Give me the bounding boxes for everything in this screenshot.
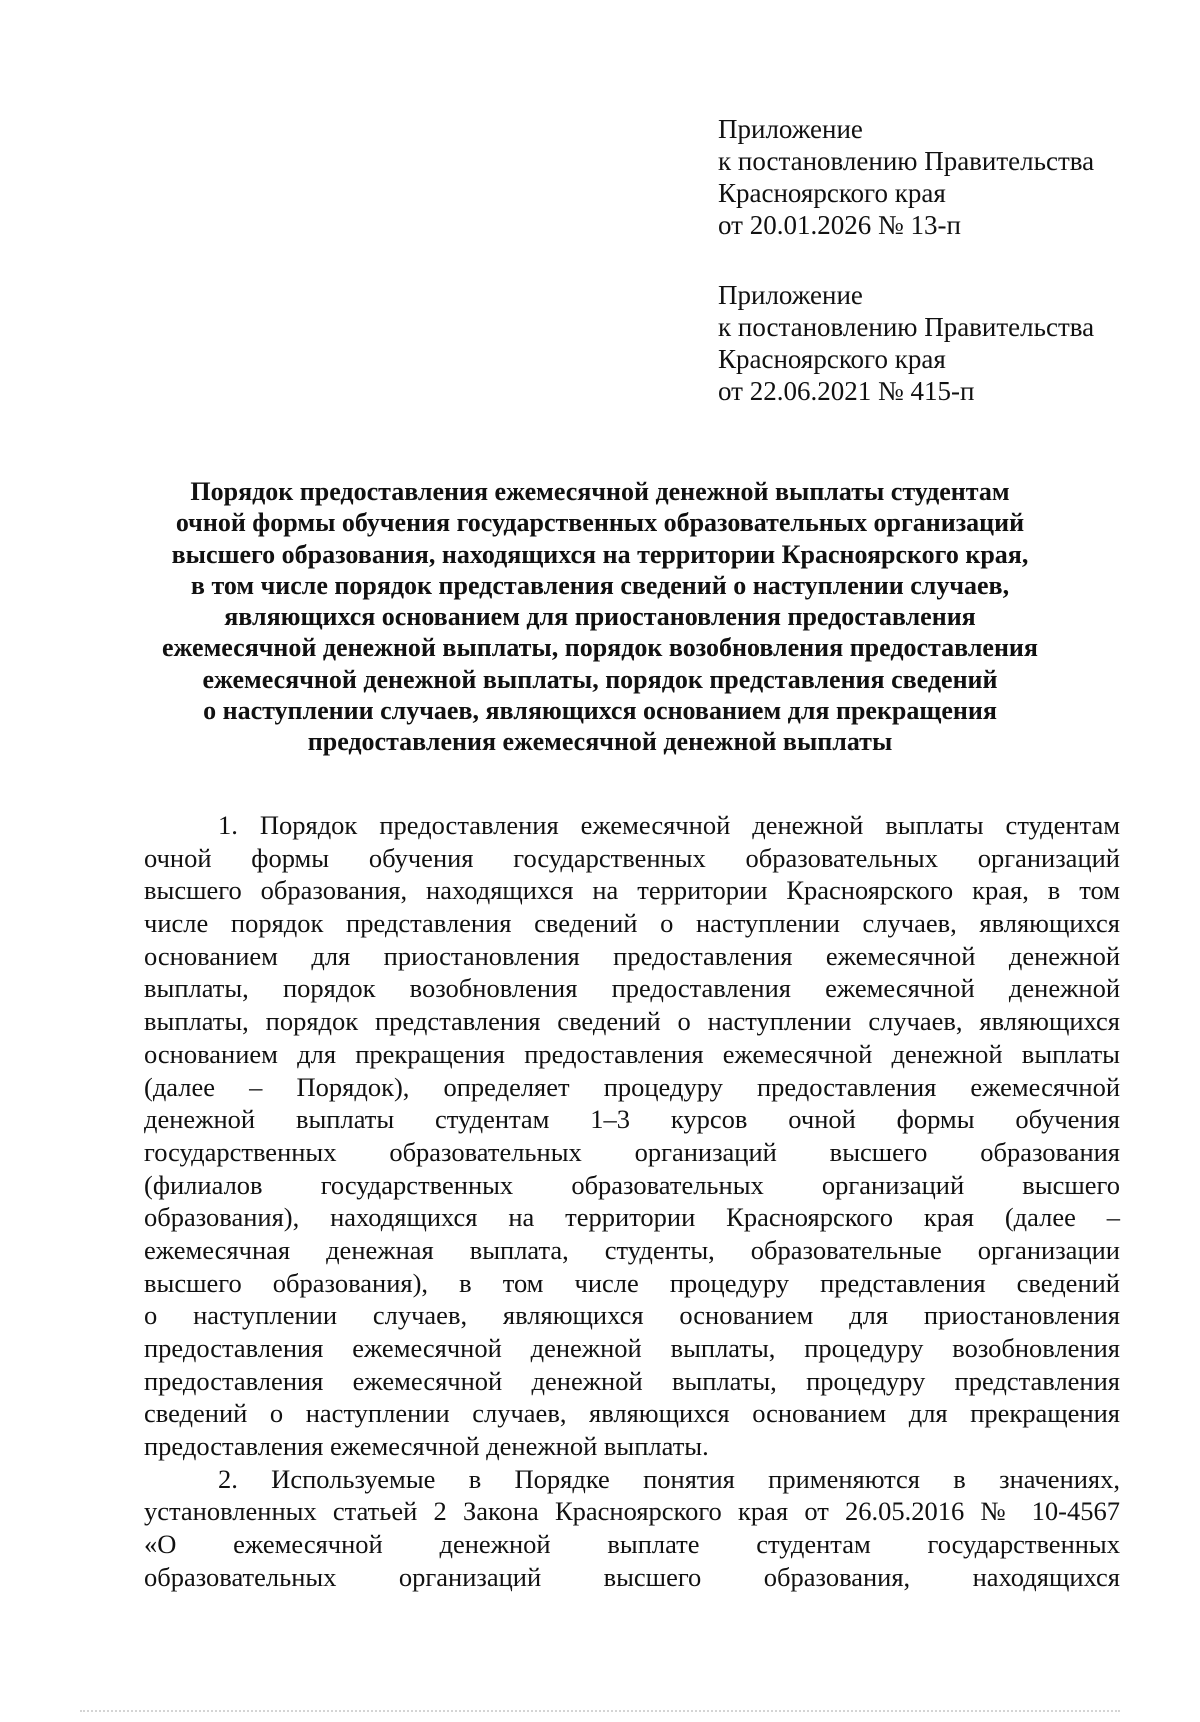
title-line: о наступлении случаев, являющихся основанием для прекращения bbox=[203, 696, 997, 726]
text-line: высшего образования), в том числе процедуру представления сведений bbox=[144, 1267, 1120, 1298]
text-line: выплаты, порядок представления сведений о наступлении случаев, являющихся bbox=[144, 1006, 1120, 1037]
appendix-header-current bbox=[718, 113, 1094, 241]
text-line: предоставления ежемесячной денежной выплаты. bbox=[144, 1431, 709, 1462]
title-line: ежемесячной денежной выплаты, порядок представления сведений bbox=[202, 664, 998, 694]
title-line: Порядок предоставления ежемесячной денежной выплаты студентам bbox=[190, 477, 1010, 506]
text-line: ежемесячная денежная выплата, студенты, образовательные организации bbox=[144, 1234, 1120, 1265]
appendix-line: Красноярского края bbox=[718, 344, 946, 374]
text-line: высшего образования, находящихся на территории Красноярского края, в том bbox=[144, 875, 1120, 906]
text-line: 2. Используемые в Порядке понятия применяются в значениях, bbox=[218, 1463, 1120, 1494]
title-line: в том числе порядок представления сведений о наступлении случаев, bbox=[190, 570, 1010, 600]
text-line: предоставления ежемесячной денежной выплаты, процедуру представления bbox=[144, 1365, 1120, 1396]
text-line: установленных статьей 2 Закона Красноярского края от 26.05.2016 № 10-4567 bbox=[144, 1496, 1120, 1527]
appendix-header-original bbox=[718, 279, 1094, 407]
document-title bbox=[110, 476, 1090, 758]
appendix-line: Приложение bbox=[718, 280, 863, 310]
text-line: (далее – Порядок), определяет процедуру предоставления ежемесячной bbox=[144, 1071, 1120, 1102]
appendix-line: Приложение bbox=[718, 114, 863, 144]
text-line: 1. Порядок предоставления ежемесячной денежной выплаты студентам bbox=[218, 810, 1120, 840]
title-line: предоставления ежемесячной денежной выплаты bbox=[307, 727, 893, 757]
text-line: числе порядок представления сведений о наступлении случаев, являющихся bbox=[144, 908, 1120, 939]
text-line: сведений о наступлении случаев, являющихся основанием для прекращения bbox=[144, 1398, 1120, 1429]
title-line: являющихся основанием для приостановления предоставления bbox=[224, 602, 976, 632]
text-line: образовательных организаций высшего образования, находящихся bbox=[144, 1561, 1120, 1592]
title-line: ежемесячной денежной выплаты, порядок возобновления предоставления bbox=[162, 633, 1038, 663]
text-line: основанием для прекращения предоставления ежемесячной денежной выплаты bbox=[144, 1038, 1120, 1069]
appendix-line: к постановлению Правительства bbox=[718, 146, 1095, 176]
appendix-line: от 22.06.2021 № 415-п bbox=[718, 376, 975, 406]
text-line: очной формы обучения государственных образовательных организаций bbox=[144, 842, 1120, 873]
document-body bbox=[144, 809, 1120, 1594]
title-line: высшего образования, находящихся на территории Красноярского края, bbox=[171, 539, 1029, 569]
text-line: предоставления ежемесячной денежной выплаты, процедуру возобновления bbox=[144, 1333, 1120, 1363]
paragraph-1 bbox=[144, 809, 1120, 1463]
scan-edge-artifact bbox=[80, 1710, 1120, 1715]
appendix-line: от 20.01.2026 № 13-п bbox=[718, 210, 961, 240]
text-line: «О ежемесячной денежной выплате студентам государственных bbox=[144, 1529, 1120, 1560]
paragraph-2 bbox=[144, 1463, 1120, 1594]
appendix-line: Красноярского края bbox=[718, 178, 946, 208]
text-line: образования), находящихся на территории Красноярского края (далее – bbox=[144, 1202, 1120, 1233]
appendix-line: к постановлению Правительства bbox=[718, 312, 1095, 342]
text-line: основанием для приостановления предоставления ежемесячной денежной bbox=[144, 940, 1120, 971]
text-line: (филиалов государственных образовательных организаций высшего bbox=[144, 1169, 1120, 1200]
text-line: выплаты, порядок возобновления предоставления ежемесячной денежной bbox=[144, 973, 1120, 1004]
text-line: о наступлении случаев, являющихся основанием для приостановления bbox=[144, 1300, 1120, 1331]
title-line: очной формы обучения государственных образовательных организаций bbox=[175, 508, 1025, 538]
text-line: государственных образовательных организаций высшего образования bbox=[144, 1136, 1120, 1167]
text-line: денежной выплаты студентам 1–3 курсов очной формы обучения bbox=[144, 1104, 1120, 1135]
